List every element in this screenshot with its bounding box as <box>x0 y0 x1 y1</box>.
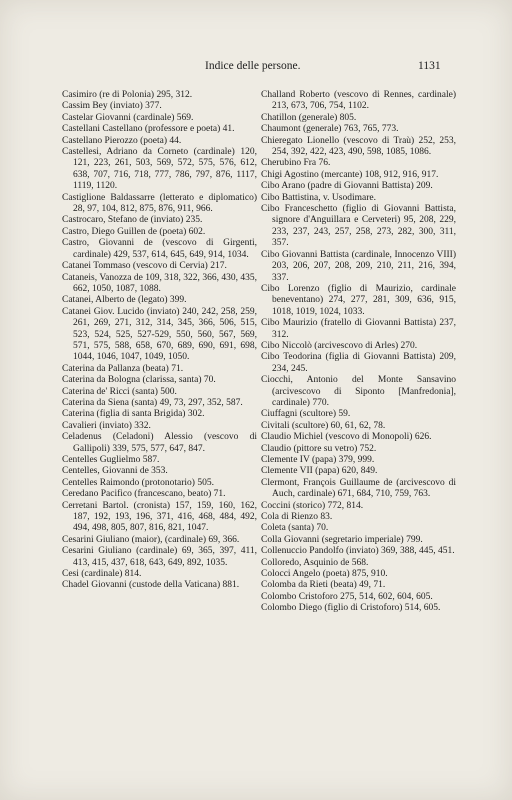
index-entry: Catanei Tommaso (vescovo di Cervia) 217. <box>62 261 227 272</box>
index-entry: Cibo Lorenzo (figlio di Maurizio, cardinale beneventano) 274, 277, 281, 309, 636, 915, 1018, 1019, 1024, 1033. <box>261 283 456 317</box>
index-entry: Cerretani Bartol. (cronista) 157, 159, 160, 162, 187, 192, 193, 196, 371, 416, 468, 484, 492, 494, 498, 805, 807, 816, 821, 1047. <box>62 500 257 534</box>
index-entry: Cherubino Fra 76. <box>261 158 331 169</box>
index-entry: Cesarini Giuliano (maior), (cardinale) 69, 366. <box>62 534 240 545</box>
index-entry: Cibo Niccolò (arcivescovo di Arles) 270. <box>261 340 418 351</box>
index-entry: Chadel Giovanni (custode della Vaticana) 881. <box>62 580 240 591</box>
index-entry: Caterina de' Ricci (santa) 500. <box>62 386 177 397</box>
index-entry: Ciuffagni (scultore) 59. <box>261 409 351 420</box>
running-title: Indice delle persone. <box>205 60 301 72</box>
index-entry: Ceredano Pacifico (francescano, beato) 71. <box>62 489 226 500</box>
index-entry: Castrocaro, Stefano de (inviato) 235. <box>62 215 203 226</box>
index-entry: Castellano Pierozzo (poeta) 44. <box>62 135 182 146</box>
index-entry: Castelar Giovanni (cardinale) 569. <box>62 112 194 123</box>
index-entry: Caterina da Siena (santa) 49, 73, 297, 352, 587. <box>62 397 243 408</box>
index-entry: Catanei, Alberto de (legato) 399. <box>62 295 187 306</box>
index-entry: Centelles, Giovanni de 353. <box>62 466 168 477</box>
index-entry: Clemente IV (papa) 379, 999. <box>261 455 375 465</box>
index-entry: Colomba da Rieti (beata) 49, 71. <box>261 580 386 591</box>
index-entry: Cavalieri (inviato) 332. <box>62 420 151 431</box>
index-entry: Caterina da Pallanza (beata) 71. <box>62 363 184 374</box>
index-entry: Castro, Giovanni de (vescovo di Girgenti, cardinale) 429, 537, 614, 645, 649, 914, 1034. <box>62 238 257 260</box>
index-entry: Colombo Cristoforo 275, 514, 602, 604, 605. <box>261 591 433 602</box>
index-entry: Coccini (storico) 772, 814. <box>261 500 364 511</box>
index-entry: Colla Giovanni (segretario imperiale) 799. <box>261 534 423 545</box>
index-entry: Celadenus (Celadoni) Alessio (vescovo di Gallipoli) 339, 575, 577, 647, 847. <box>62 432 257 454</box>
page-header <box>0 60 512 74</box>
index-entry: Cassim Bey (inviato) 377. <box>62 101 162 112</box>
index-entry: Colombo Diego (figlio di Cristoforo) 514, 605. <box>261 603 441 614</box>
index-entry: Ciocchi, Antonio del Monte Sansavino (arcivescovo di Siponto [Manfredonia], cardinale) 770. <box>261 375 456 408</box>
index-entry: Chieregato Lionello (vescovo di Traù) 252, 253, 254, 392, 422, 423, 490, 598, 1085, 1086. <box>261 135 456 158</box>
index-entry: Centelles Raimondo (protonotario) 505. <box>62 477 214 488</box>
index-entry: Cibo Giovanni Battista (cardinale, Innocenzo VIII) 203, 206, 207, 208, 209, 210, 211, 216, 394, 337. <box>261 249 456 283</box>
index-entry: Claudio (pittore su vetro) 752. <box>261 443 377 454</box>
index-column-left <box>62 90 257 592</box>
index-entry: Colloredo, Asquinio de 568. <box>261 557 369 568</box>
index-entry: Civitali (scultore) 60, 61, 62, 78. <box>261 420 386 431</box>
index-entry: Chigi Agostino (mercante) 108, 912, 916, 917. <box>261 169 439 180</box>
index-entry: Coleta (santa) 70. <box>261 523 329 534</box>
index-entry: Caterina da Bologna (clarissa, santa) 70. <box>62 375 216 386</box>
index-entry: Chaumont (generale) 763, 765, 773. <box>261 124 399 135</box>
index-entry: Cataneis, Vanozza de 109, 318, 322, 366, 430, 435, 662, 1050, 1087, 1088. <box>62 272 257 294</box>
index-entry: Cibo Maurizio (fratello di Giovanni Battista) 237, 312. <box>261 318 456 340</box>
index-entry: Centelles Guglielmo 587. <box>62 455 160 465</box>
index-entry: Cibo Teodorina (figlia di Giovanni Battista) 209, 234, 245. <box>261 352 456 374</box>
index-entry: Colocci Angelo (poeta) 875, 910. <box>261 569 388 580</box>
index-entry: Casimiro (re di Polonia) 295, 312. <box>62 90 193 100</box>
index-column-right <box>261 90 456 615</box>
index-entry: Castellani Castellano (professore e poeta) 41. <box>62 124 235 135</box>
index-entry: Castro, Diego Guillen de (poeta) 602. <box>62 226 206 237</box>
index-entry: Cola di Rienzo 83. <box>261 512 333 523</box>
index-entry: Cesi (cardinale) 814. <box>62 569 142 580</box>
index-entry: Clemente VII (papa) 620, 849. <box>261 466 378 477</box>
index-entry: Claudio Michiel (vescovo di Monopoli) 626. <box>261 432 432 443</box>
index-entry: Castiglione Baldassarre (letterato e diplomatico) 28, 97, 104, 812, 875, 876, 911, 966. <box>62 192 257 215</box>
index-entry: Collenuccio Pandolfo (inviato) 369, 388, 445, 451. <box>261 546 455 557</box>
index-entry: Challand Roberto (vescovo di Rennes, cardinale) 213, 673, 706, 754, 1102. <box>261 90 456 112</box>
index-entry: Cibo Franceschetto (figlio di Giovanni Battista, signore d'Anguillara e Cerveteri) 95, 208, 229, 233, 237, 243, 257, 258, 273, 282, 300, 311, 357. <box>261 204 456 249</box>
index-entry: Cibo Arano (padre di Giovanni Battista) 209. <box>261 181 433 192</box>
index-entry: Cesarini Giuliano (cardinale) 69, 365, 397, 411, 413, 415, 437, 618, 643, 649, 892, 1035. <box>62 546 257 568</box>
page-number: 1131 <box>418 60 441 72</box>
index-entry: Caterina (figlia di santa Brigida) 302. <box>62 409 205 420</box>
index-entry: Catanei Giov. Lucido (inviato) 240, 242, 258, 259, 261, 269, 271, 312, 314, 345, 366, 506, 515, 523, 524, 525, 527-529, 550, 560, 567, 569, 571, 575, 588, 658, 670, 689, 690, 691, 698, 1044, 1046, 1047, 1049, 1050. <box>62 306 257 363</box>
index-entry: Castellesi, Adriano da Corneto (cardinale) 120, 121, 223, 261, 503, 569, 572, 575, 576, 612, 638, 707, 716, 718, 777, 786, 797, 876, 1117, 1119, 1120. <box>62 147 257 192</box>
index-entry: Clermont, François Guillaume de (arcivescovo di Auch, cardinale) 671, 684, 710, 759, 763. <box>261 477 456 500</box>
index-entry: Cibo Battistina, v. Usodimare. <box>261 192 376 203</box>
index-entry: Chatillon (generale) 805. <box>261 112 357 123</box>
